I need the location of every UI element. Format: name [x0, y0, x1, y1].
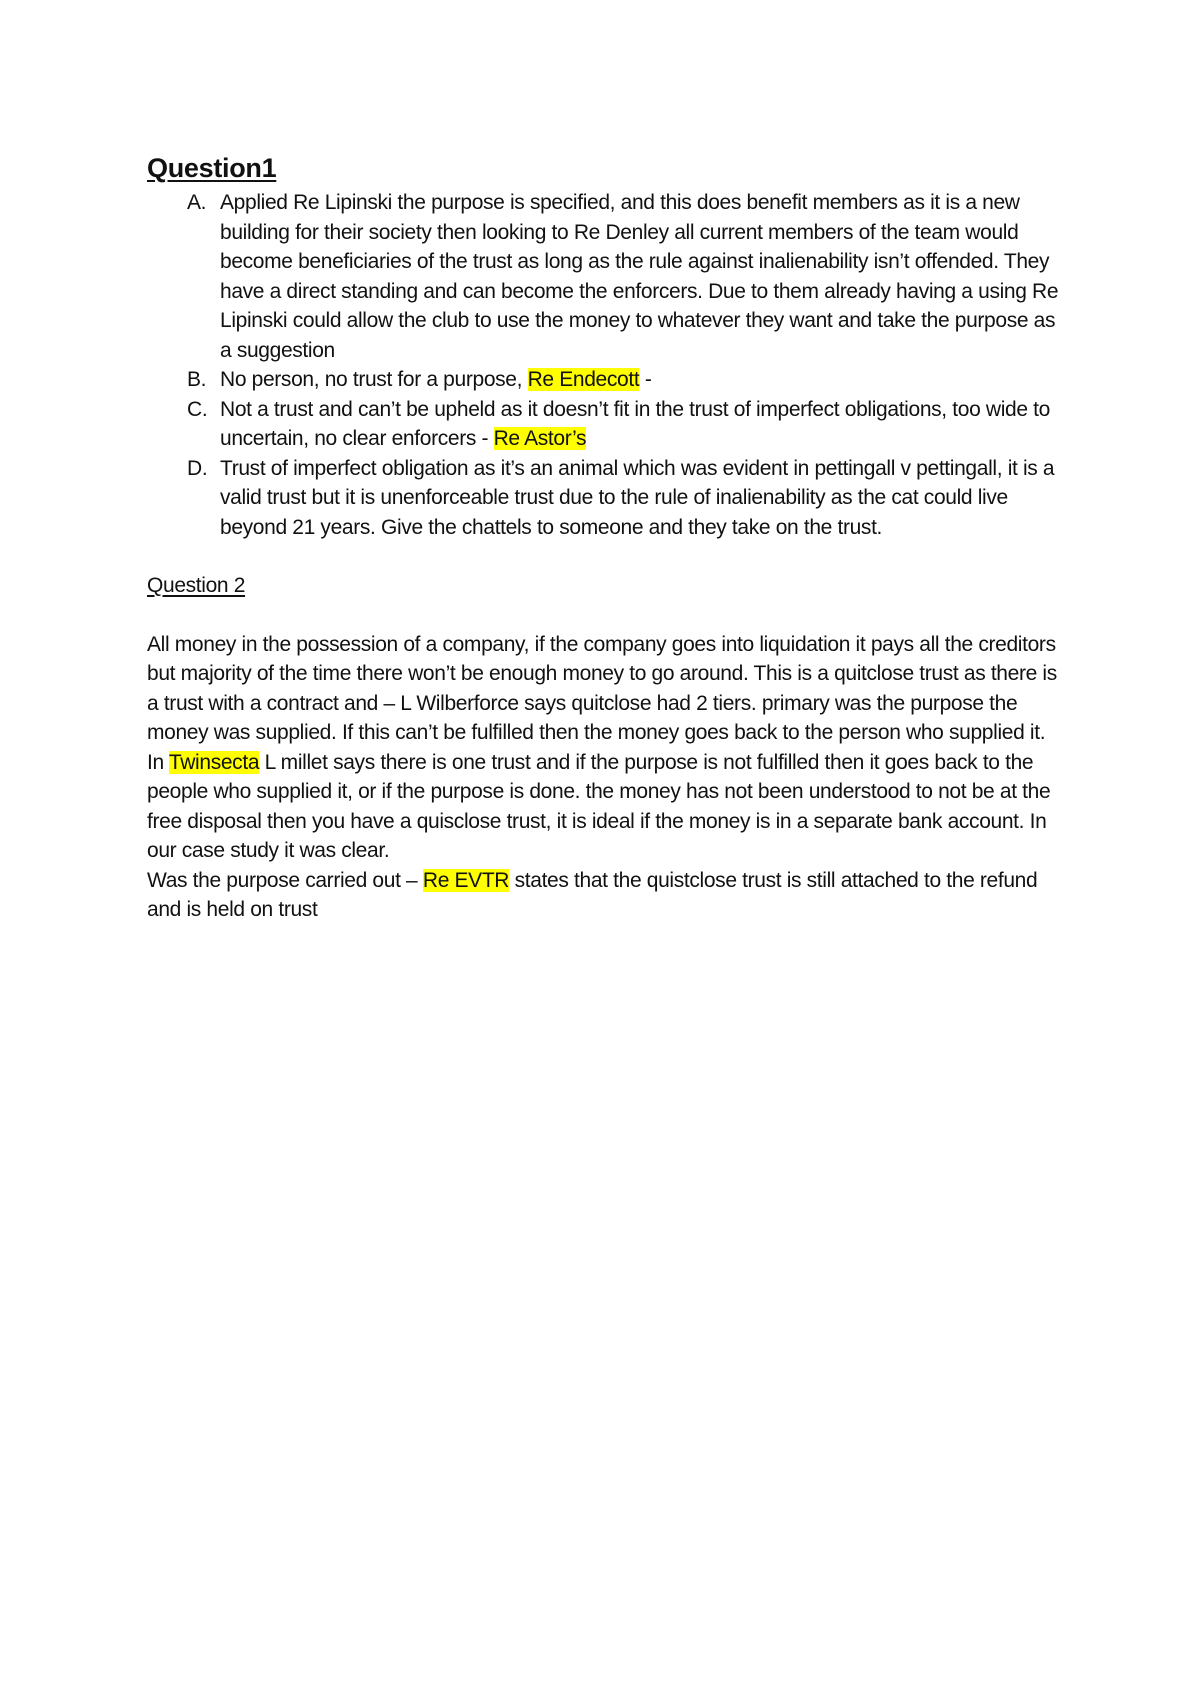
question2-heading: Question 2 [147, 574, 246, 597]
list-marker: A. [187, 191, 207, 214]
list-marker: D. [187, 456, 208, 480]
answer-item-b [147, 365, 1067, 395]
question2-paragraph-3 [147, 866, 1067, 925]
paragraph-text-tail: L millet says there is one trust and if the purpose is not fulfilled then it goes back to the people who supplied it, or if the purpose is done. the money has not been understood to not be at the free disposal then you have a quisclose trust, it is ideal if the money is in a separate bank account. In our case study it was clear. [147, 750, 1051, 862]
question1-heading: Question1 [147, 153, 277, 183]
case-highlight-re-evtr: Re EVTR [422, 868, 510, 892]
document-body [147, 148, 1067, 925]
list-marker: C. [187, 397, 208, 421]
case-highlight-re-endecott: Re Endecott [527, 368, 640, 391]
answer-item-c [147, 395, 1067, 454]
answer-text-tail: - [639, 368, 652, 391]
question1-answer-list [147, 188, 1067, 542]
answer-text: Not a trust and can’t be upheld as it doesn’t fit in the trust of imperfect obligations, too wide to uncertain, no clear enforcers - [220, 397, 1050, 450]
list-marker: B. [187, 368, 207, 391]
answer-text: No person, no trust for a purpose, [220, 368, 528, 391]
answer-item-d [147, 454, 1067, 543]
paragraph-text-tail: states that the quistclose trust is still attached to the refund and is held on trust [147, 868, 1038, 921]
answer-item-a [147, 188, 1067, 365]
question2-paragraph-2 [147, 748, 1067, 866]
case-highlight-re-astors: Re Astor’s [493, 427, 587, 450]
answer-text: Trust of imperfect obligation as it’s an animal which was evident in pettingall v pettingall, it is a valid trust but it is unenforceable trust due to the rule of inalienability as the cat could live beyond 21 years. Give the chattels to someone and they take on the trust. [220, 456, 1055, 539]
question2-paragraph-1: All money in the possession of a company, if the company goes into liquidation it pays all the creditors but majority of the time there won’t be enough money to go around. This is a quitclose trust as there is a trust with a contract and – L Wilberforce says quitclose had 2 tiers. primary was the purpose the money was supplied. If this can’t be fulfilled then the money goes back to the person who supplied it. [147, 632, 1057, 744]
paragraph-text: In [147, 750, 169, 774]
paragraph-text: Was the purpose carried out – [147, 868, 423, 892]
answer-text: Applied Re Lipinski the purpose is specified, and this does benefit members as it is a new building for their society then looking to Re Denley all current members of the team would become beneficiaries of the trust as long as the rule against inalienability isn’t offended. They have a direct standing and can become the enforcers. Due to them already having a using Re Lipinski could allow the club to use the money to whatever they want and take the purpose as a suggestion [220, 191, 1059, 362]
case-highlight-twinsecta: Twinsecta [168, 750, 260, 774]
